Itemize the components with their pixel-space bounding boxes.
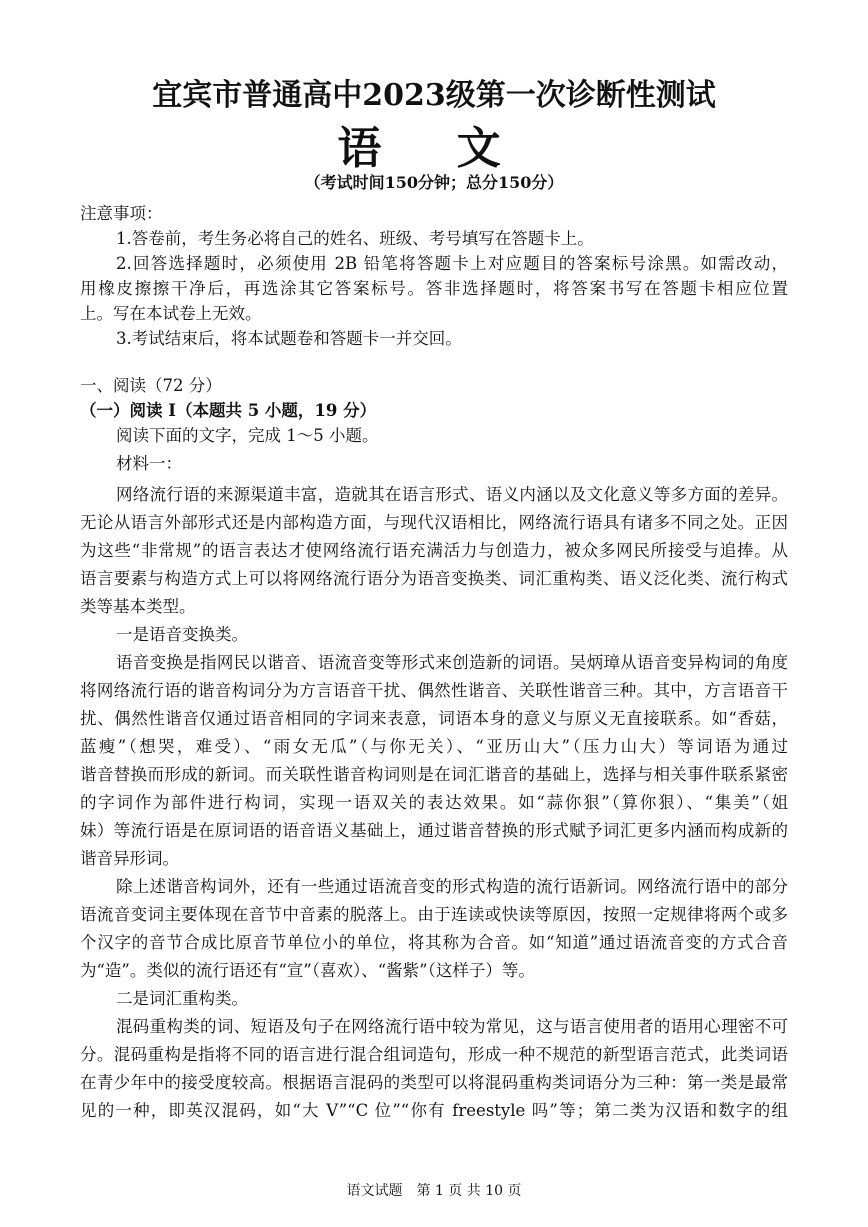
paragraph-line: 扰、偶然性谐音仅通过语音相同的字词来表意，词语本身的意义与原义无直接联系。如“香菇， [80, 709, 788, 728]
paragraph-line: 二是词汇重构类。 [116, 989, 248, 1008]
paragraph-line: 混码重构类的词、短语及句子在网络流行语中较为常见，这与语言使用者的语用心理密不可 [116, 1017, 788, 1036]
paragraph-line: 将网络流行语的谐音构词分为方言语音干扰、偶然性谐音、关联性谐音三种。其中，方言语音干 [80, 681, 788, 700]
paragraph-line: 妹）等流行语是在原词语的语音语义基础上，通过谐音替换的形式赋予词汇更多内涵而构成新的 [80, 821, 788, 840]
paragraph-line: 语流音变词主要体现在音节中音素的脱落上。由于连读或快读等原因，按照一定规律将两个或多 [80, 905, 788, 924]
paragraph-line: 除上述谐音构词外，还有一些通过语流音变的形式构造的流行语新词。网络流行语中的部分 [116, 877, 788, 896]
section-heading: 一、阅读（72 分） [80, 376, 222, 395]
paragraph-line: 类等基本类型。 [80, 597, 196, 616]
paragraph-line: 的字词作为部件进行构词，实现一语双关的表达效果。如“蒜你狠”（算你狠）、“集美”（姐 [80, 793, 788, 812]
notice-line: 3.考试结束后，将本试题卷和答题卡一并交回。 [116, 329, 462, 348]
page-footer: 语文试题 第 1 页 共 10 页 [346, 1183, 522, 1199]
paragraph-line: 在青少年中的接受度较高。根据语言混码的类型可以将混码重构类词语分为三种：第一类是最常 [80, 1073, 788, 1092]
exam-title: 宜宾市普通高中2023级第一次诊断性测试 [152, 78, 716, 113]
notice-line: 2.回答选择题时，必须使用 2B 铅笔将答题卡上对应题目的答案标号涂黑。如需改动， [116, 254, 788, 273]
material-label: 材料一： [116, 454, 182, 473]
paragraph-line: 一是语音变换类。 [116, 625, 248, 644]
subsection-heading: （一）阅读 I（本题共 5 小题，19 分） [80, 401, 377, 420]
paragraph-line: 谐音异形词。 [80, 849, 179, 868]
paragraph-line: 网络流行语的来源渠道丰富，造就其在语言形式、语义内涵以及文化意义等多方面的差异。 [116, 485, 788, 504]
paragraph-line: 见的一种，即英汉混码，如“大 V”“C 位”“你有 freestyle 吗”等；第二类为汉语和数字的组 [80, 1101, 788, 1120]
paragraph-line: 语言要素与构造方式上可以将网络流行语分为语音变换类、词汇重构类、语义泛化类、流行构式 [80, 569, 788, 588]
paragraph-line: 为这些“非常规”的语言表达才使网络流行语充满活力与创造力，被众多网民所接受与追捧。从 [80, 541, 788, 560]
paragraph-line: 为“造”。类似的流行语还有“宣”（喜欢）、“酱紫”（这样子）等。 [80, 961, 535, 980]
notice-line: 用橡皮擦擦干净后，再选涂其它答案标号。答非选择题时，将答案书写在答题卡相应位置 [80, 279, 788, 298]
paragraph-line: 蓝瘦”（想哭，难受）、“雨女无瓜”（与你无关）、“亚历山大”（压力山大）等词语为通过 [80, 737, 788, 756]
paragraph-line: 无论从语言外部形式还是内部构造方面，与现代汉语相比，网络流行语具有诸多不同之处。正因 [80, 513, 788, 532]
paragraph-line: 谐音替换而形成的新词。而关联性谐音构词则是在词汇谐音的基础上，选择与相关事件联系紧密 [80, 765, 788, 784]
exam-info: （考试时间150分钟；总分150分） [304, 173, 564, 192]
notice-line: 上。写在本试卷上无效。 [80, 304, 262, 323]
paragraph-line: 个汉字的音节合成比原音节单位小的单位，将其称为合音。如“知道”通过语流音变的方式合音 [80, 933, 788, 952]
paragraph-line: 分。混码重构是指将不同的语言进行混合组词造句，形成一种不规范的新型语言范式，此类词语 [80, 1045, 788, 1064]
paragraph-line: 语音变换是指网民以谐音、语流音变等形式来创造新的词语。吴炳璋从语音变异构词的角度 [116, 653, 788, 672]
instruction: 阅读下面的文字，完成 1～5 小题。 [116, 426, 379, 445]
subject-title: 语 文 [337, 123, 531, 174]
notice-heading: 注意事项： [80, 204, 163, 223]
notice-line: 1.答卷前，考生务必将自己的姓名、班级、考号填写在答题卡上。 [116, 229, 594, 248]
